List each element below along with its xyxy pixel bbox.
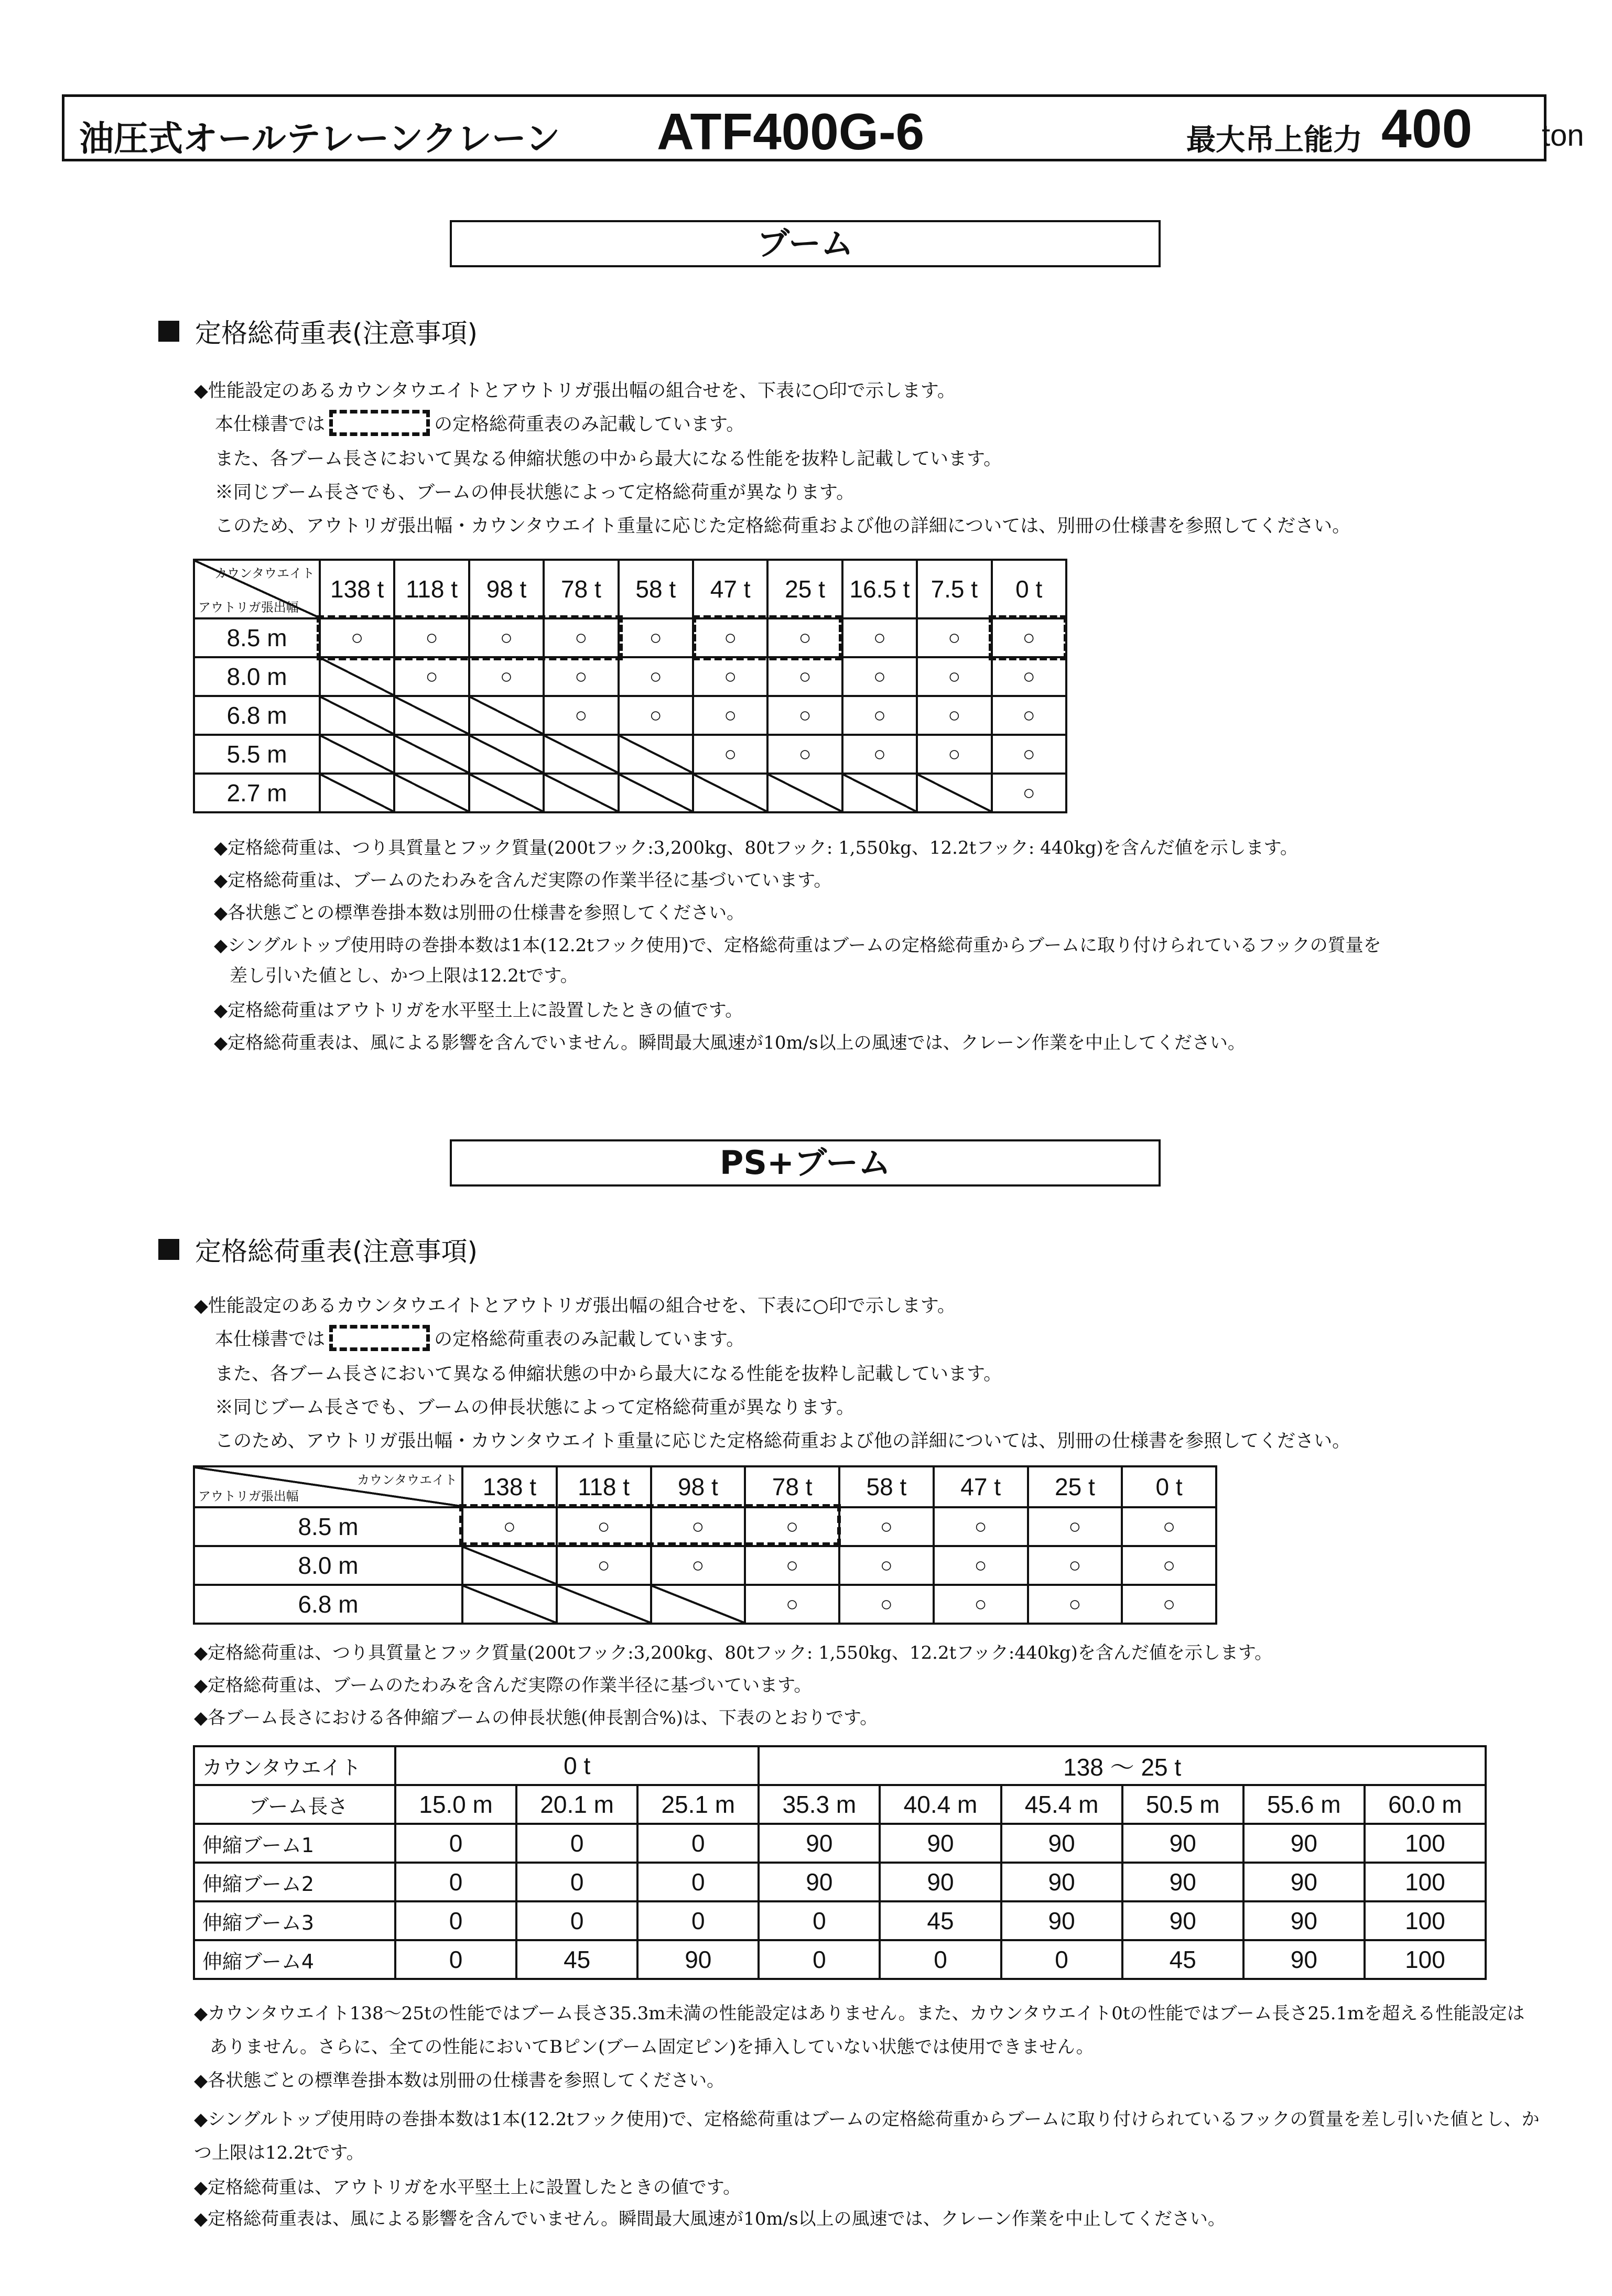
boom-table-row-label: 8.5 m bbox=[194, 618, 320, 657]
ext-boom-label: 伸縮ブーム3 bbox=[194, 1901, 395, 1940]
boom-table-col-header: 98 t bbox=[469, 560, 544, 618]
boom-table-header-row bbox=[194, 560, 1066, 618]
ps-intro-line bbox=[215, 1325, 744, 1351]
extension-table bbox=[193, 1745, 1487, 1980]
boom-table-available-cell: ○ bbox=[842, 735, 917, 774]
ps-table-row-label: 8.0 m bbox=[194, 1546, 462, 1585]
ps-table-available-cell: ○ bbox=[745, 1507, 839, 1546]
boom-table-available-cell: ○ bbox=[469, 618, 544, 657]
boom-table-available-cell: ○ bbox=[992, 696, 1066, 735]
ps-table-available-cell: ○ bbox=[934, 1546, 1028, 1585]
boom-intro-line: このため、アウトリガ張出幅・カウンタウエイト重量に応じた定格総荷重および他の詳細については、別冊の仕様書を参照してください。 bbox=[215, 516, 1351, 537]
boom-table-row-label: 2.7 m bbox=[194, 774, 320, 812]
ext-length-cell: 60.0 m bbox=[1365, 1785, 1486, 1824]
boom-note: ◆シングルトップ使用時の巻掛本数は1本(12.2tフック使用)で、定格総荷重はブームの定格総荷重からブームに取り付けられているフックの質量を bbox=[214, 935, 1381, 956]
ext-value-cell: 0 bbox=[395, 1824, 516, 1863]
boom-table-na-cell bbox=[619, 735, 693, 774]
boom-table-na-cell bbox=[394, 735, 469, 774]
ps-table-col-header: 58 t bbox=[839, 1466, 934, 1507]
boom-table-available-cell: ○ bbox=[544, 696, 618, 735]
ext-value-cell: 90 bbox=[1122, 1863, 1243, 1901]
boom-table-available-cell: ○ bbox=[767, 735, 842, 774]
boom-table-na-cell bbox=[394, 696, 469, 735]
boom-table-col-header: 78 t bbox=[544, 560, 618, 618]
ps-table-available-cell: ○ bbox=[934, 1585, 1028, 1624]
corner-outrigger-label: アウトリガ張出幅 bbox=[198, 1489, 299, 1504]
ext-cw-row bbox=[194, 1746, 1486, 1785]
dashed-frame-sample-icon bbox=[329, 1325, 430, 1351]
ext-length-cell: 55.6 m bbox=[1243, 1785, 1365, 1824]
ps-table-na-cell bbox=[462, 1546, 557, 1585]
header-model: ATF400G-6 bbox=[657, 103, 925, 160]
ps-boom-subheading bbox=[158, 1231, 478, 1268]
ext-length-row bbox=[194, 1785, 1486, 1824]
ext-value-cell: 0 bbox=[637, 1863, 759, 1901]
boom-table-na-cell bbox=[767, 774, 842, 812]
boom-table-col-header: 16.5 t bbox=[842, 560, 917, 618]
ext-value-cell: 0 bbox=[395, 1863, 516, 1901]
ps-note: ◆定格総荷重表は、風による影響を含んでいません。瞬間最大風速が10m/s以上の風速では、クレーン作業を中止してください。 bbox=[194, 2208, 1226, 2229]
boom-note: ◆各状態ごとの標準巻掛本数は別冊の仕様書を参照してください。 bbox=[214, 902, 745, 923]
ps-table-available-cell: ○ bbox=[839, 1507, 934, 1546]
corner-counterweight-label: カウンタウエイト bbox=[214, 566, 315, 581]
boom-table-col-header: 0 t bbox=[992, 560, 1066, 618]
boom-table-na-cell bbox=[320, 696, 394, 735]
boom-table-col-header: 58 t bbox=[619, 560, 693, 618]
ext-cw-group: 138 〜 25 t bbox=[759, 1746, 1486, 1785]
boom-table-na-cell bbox=[842, 774, 917, 812]
ext-value-cell: 90 bbox=[1001, 1901, 1122, 1940]
boom-note: ◆定格総荷重表は、風による影響を含んでいません。瞬間最大風速が10m/s以上の風速では、クレーン作業を中止してください。 bbox=[214, 1032, 1246, 1053]
boom-table-na-cell bbox=[544, 774, 618, 812]
ext-value-cell: 90 bbox=[1122, 1824, 1243, 1863]
ext-length-cell: 35.3 m bbox=[759, 1785, 880, 1824]
ext-cw-label: カウンタウエイト bbox=[194, 1746, 395, 1785]
ps-intro-line: ◆性能設定のあるカウンタウエイトとアウトリガ張出幅の組合せを、下表に○印で示します。 bbox=[194, 1296, 956, 1316]
boom-table-available-cell: ○ bbox=[767, 696, 842, 735]
ps-table-available-cell: ○ bbox=[462, 1507, 557, 1546]
boom-table-row bbox=[194, 657, 1066, 696]
boom-table-na-cell bbox=[469, 696, 544, 735]
ps-table-available-cell: ○ bbox=[651, 1546, 745, 1585]
boom-intro-line: また、各ブーム長さにおいて異なる伸縮状態の中から最大になる性能を抜粋し記載しています。 bbox=[215, 449, 1002, 470]
corner-outrigger-label: アウトリガ張出幅 bbox=[198, 600, 299, 615]
boom-table-available-cell: ○ bbox=[693, 696, 767, 735]
ps-table-col-header: 78 t bbox=[745, 1466, 839, 1507]
ext-value-cell: 90 bbox=[759, 1863, 880, 1901]
boom-note: ◆定格総荷重は、つり具質量とフック質量(200tフック:3,200kg、80tフック: 1,550kg、12.2tフック: 440kg)を含んだ値を示します。 bbox=[214, 837, 1298, 858]
ps-note: ありません。さらに、全ての性能においてBピン(ブーム固定ピン)を挿入していない状態では使用できません。 bbox=[210, 2037, 1094, 2058]
ext-length-label: ブーム長さ bbox=[194, 1785, 395, 1824]
ext-value-cell: 0 bbox=[516, 1901, 637, 1940]
boom-note: ◆定格総荷重はアウトリガを水平堅土上に設置したときの値です。 bbox=[214, 1000, 743, 1021]
boom-table-na-cell bbox=[469, 735, 544, 774]
ext-value-cell: 0 bbox=[395, 1901, 516, 1940]
ext-value-cell: 0 bbox=[759, 1940, 880, 1979]
ext-value-cell: 0 bbox=[1001, 1940, 1122, 1979]
boom-table-available-cell: ○ bbox=[619, 618, 693, 657]
header-box bbox=[62, 94, 1584, 161]
corner-counterweight-label: カウンタウエイト bbox=[356, 1473, 457, 1487]
boom-intro-text: の定格総荷重表のみ記載しています。 bbox=[434, 414, 745, 435]
ext-value-cell: 45 bbox=[880, 1901, 1001, 1940]
ps-table-available-cell: ○ bbox=[745, 1585, 839, 1624]
table-corner-cell bbox=[194, 560, 320, 618]
boom-table-na-cell bbox=[320, 657, 394, 696]
ext-value-cell: 90 bbox=[1243, 1863, 1365, 1901]
ext-value-cell: 0 bbox=[516, 1824, 637, 1863]
ps-table-available-cell: ○ bbox=[1122, 1546, 1216, 1585]
boom-table-na-cell bbox=[320, 735, 394, 774]
ps-table-row-label: 6.8 m bbox=[194, 1585, 462, 1624]
ext-length-cell: 15.0 m bbox=[395, 1785, 516, 1824]
ps-table-available-cell: ○ bbox=[839, 1585, 934, 1624]
ext-value-cell: 0 bbox=[880, 1940, 1001, 1979]
boom-table-available-cell: ○ bbox=[917, 696, 991, 735]
boom-note: 差し引いた値とし、かつ上限は12.2tです。 bbox=[230, 965, 578, 986]
boom-intro-line bbox=[215, 410, 744, 436]
square-bullet-icon bbox=[158, 1239, 179, 1260]
dashed-frame-sample-icon bbox=[329, 410, 430, 436]
boom-table-na-cell bbox=[394, 774, 469, 812]
ps-table-na-cell bbox=[651, 1585, 745, 1624]
boom-table-available-cell: ○ bbox=[992, 774, 1066, 812]
ext-boom-label: 伸縮ブーム1 bbox=[194, 1824, 395, 1863]
boom-table-col-header: 47 t bbox=[693, 560, 767, 618]
boom-intro-text: 本仕様書では bbox=[215, 414, 326, 435]
ext-boom-row bbox=[194, 1824, 1486, 1863]
ps-note: ◆シングルトップ使用時の巻掛本数は1本(12.2tフック使用)で、定格総荷重はブームの定格総荷重からブームに取り付けられているフックの質量を差し引いた値とし、か bbox=[194, 2109, 1540, 2130]
ext-length-cell: 25.1 m bbox=[637, 1785, 759, 1824]
header-capacity-value: 400 bbox=[1381, 99, 1473, 159]
boom-table-available-cell: ○ bbox=[992, 618, 1066, 657]
ext-value-cell: 100 bbox=[1365, 1901, 1486, 1940]
boom-table-available-cell: ○ bbox=[842, 696, 917, 735]
ps-table-col-header: 118 t bbox=[557, 1466, 651, 1507]
boom-config-table bbox=[193, 559, 1067, 813]
ps-intro-line: ※同じブーム長さでも、ブームの伸長状態によって定格総荷重が異なります。 bbox=[215, 1397, 855, 1418]
boom-table-available-cell: ○ bbox=[992, 735, 1066, 774]
ext-value-cell: 0 bbox=[395, 1940, 516, 1979]
ext-boom-row bbox=[194, 1863, 1486, 1901]
ps-note: ◆各ブーム長さにおける各伸縮ブームの伸長状態(伸長割合%)は、下表のとおりです。 bbox=[194, 1707, 878, 1728]
ps-table-col-header: 47 t bbox=[934, 1466, 1028, 1507]
ps-table-row bbox=[194, 1546, 1216, 1585]
ps-note: ◆各状態ごとの標準巻掛本数は別冊の仕様書を参照してください。 bbox=[194, 2070, 725, 2091]
boom-table-col-header: 7.5 t bbox=[917, 560, 991, 618]
ps-table-col-header: 98 t bbox=[651, 1466, 745, 1507]
ext-value-cell: 90 bbox=[1001, 1824, 1122, 1863]
boom-table-na-cell bbox=[693, 774, 767, 812]
boom-table-col-header: 118 t bbox=[394, 560, 469, 618]
ps-table-available-cell: ○ bbox=[745, 1546, 839, 1585]
ps-note: ◆定格総荷重は、アウトリガを水平堅土上に設置したときの値です。 bbox=[194, 2177, 741, 2198]
ps-table-col-header: 138 t bbox=[462, 1466, 557, 1507]
boom-table-available-cell: ○ bbox=[842, 657, 917, 696]
boom-table-available-cell: ○ bbox=[693, 618, 767, 657]
ext-value-cell: 0 bbox=[637, 1901, 759, 1940]
boom-table-available-cell: ○ bbox=[394, 618, 469, 657]
boom-table-available-cell: ○ bbox=[320, 618, 394, 657]
ps-intro-text: 本仕様書では bbox=[215, 1329, 326, 1350]
boom-table-available-cell: ○ bbox=[469, 657, 544, 696]
ext-value-cell: 90 bbox=[759, 1824, 880, 1863]
ps-boom-subheading-text: 定格総荷重表(注意事項) bbox=[195, 1236, 478, 1267]
boom-table-available-cell: ○ bbox=[917, 618, 991, 657]
boom-table-row bbox=[194, 774, 1066, 812]
ps-table-row bbox=[194, 1585, 1216, 1624]
boom-table-na-cell bbox=[320, 774, 394, 812]
ps-table-available-cell: ○ bbox=[1028, 1585, 1122, 1624]
square-bullet-icon bbox=[158, 321, 179, 342]
boom-table-available-cell: ○ bbox=[842, 618, 917, 657]
ext-length-cell: 45.4 m bbox=[1001, 1785, 1122, 1824]
ps-table-row bbox=[194, 1507, 1216, 1546]
boom-table-col-header: 138 t bbox=[320, 560, 394, 618]
boom-table-na-cell bbox=[619, 774, 693, 812]
boom-table-na-cell bbox=[917, 774, 991, 812]
ps-intro-line: このため、アウトリガ張出幅・カウンタウエイト重量に応じた定格総荷重および他の詳細については、別冊の仕様書を参照してください。 bbox=[215, 1431, 1351, 1452]
ext-value-cell: 90 bbox=[1243, 1824, 1365, 1863]
ext-boom-row bbox=[194, 1901, 1486, 1940]
boom-table-available-cell: ○ bbox=[619, 657, 693, 696]
ps-table-available-cell: ○ bbox=[557, 1546, 651, 1585]
ext-value-cell: 90 bbox=[1243, 1901, 1365, 1940]
ext-value-cell: 90 bbox=[880, 1863, 1001, 1901]
header-capacity-unit: ton bbox=[1542, 118, 1584, 153]
ext-value-cell: 45 bbox=[516, 1940, 637, 1979]
ext-value-cell: 90 bbox=[637, 1940, 759, 1979]
ps-note: ◆定格総荷重は、ブームのたわみを含んだ実際の作業半径に基づいています。 bbox=[194, 1675, 812, 1696]
ps-table-na-cell bbox=[557, 1585, 651, 1624]
boom-table-row-label: 5.5 m bbox=[194, 735, 320, 774]
ps-config-table bbox=[193, 1465, 1217, 1625]
boom-table-row bbox=[194, 618, 1066, 657]
ps-table-row-label: 8.5 m bbox=[194, 1507, 462, 1546]
ext-value-cell: 90 bbox=[1001, 1863, 1122, 1901]
ps-intro-text: の定格総荷重表のみ記載しています。 bbox=[434, 1329, 745, 1350]
header-title: 油圧式オールテレーンクレーン bbox=[79, 118, 560, 159]
ps-table-available-cell: ○ bbox=[934, 1507, 1028, 1546]
boom-note: ◆定格総荷重は、ブームのたわみを含んだ実際の作業半径に基づいています。 bbox=[214, 870, 832, 891]
boom-table-available-cell: ○ bbox=[693, 657, 767, 696]
ext-value-cell: 45 bbox=[1122, 1940, 1243, 1979]
header-capacity-label: 最大吊上能力 bbox=[1186, 123, 1362, 157]
ext-value-cell: 0 bbox=[759, 1901, 880, 1940]
boom-table-available-cell: ○ bbox=[544, 657, 618, 696]
boom-table-na-cell bbox=[544, 735, 618, 774]
boom-table-na-cell bbox=[469, 774, 544, 812]
ext-value-cell: 100 bbox=[1365, 1863, 1486, 1901]
ps-table-available-cell: ○ bbox=[1028, 1546, 1122, 1585]
ps-note: ◆カウンタウエイト138〜25tの性能ではブーム長さ35.3m未満の性能設定はありません。また、カウンタウエイト0tの性能ではブーム長さ25.1mを超える性能設定は bbox=[194, 2003, 1525, 2024]
ext-boom-row bbox=[194, 1940, 1486, 1979]
ps-intro-line: また、各ブーム長さにおいて異なる伸縮状態の中から最大になる性能を抜粋し記載しています。 bbox=[215, 1364, 1002, 1385]
table-corner-cell bbox=[194, 1466, 462, 1507]
ps-table-header-row bbox=[194, 1466, 1216, 1507]
ext-boom-label: 伸縮ブーム4 bbox=[194, 1940, 395, 1979]
boom-table-available-cell: ○ bbox=[992, 657, 1066, 696]
boom-table-row-label: 6.8 m bbox=[194, 696, 320, 735]
ext-value-cell: 100 bbox=[1365, 1824, 1486, 1863]
boom-subheading-text: 定格総荷重表(注意事項) bbox=[195, 318, 478, 349]
boom-table-available-cell: ○ bbox=[767, 618, 842, 657]
ext-value-cell: 90 bbox=[1243, 1940, 1365, 1979]
boom-table-row bbox=[194, 735, 1066, 774]
ext-boom-label: 伸縮ブーム2 bbox=[194, 1863, 395, 1901]
ext-length-cell: 20.1 m bbox=[516, 1785, 637, 1824]
boom-table-available-cell: ○ bbox=[767, 657, 842, 696]
boom-table-col-header: 25 t bbox=[767, 560, 842, 618]
boom-table-available-cell: ○ bbox=[917, 657, 991, 696]
ext-value-cell: 100 bbox=[1365, 1940, 1486, 1979]
boom-table-available-cell: ○ bbox=[394, 657, 469, 696]
boom-table-available-cell: ○ bbox=[917, 735, 991, 774]
ps-table-col-header: 25 t bbox=[1028, 1466, 1122, 1507]
boom-subheading bbox=[158, 312, 478, 350]
boom-intro-line: ※同じブーム長さでも、ブームの伸長状態によって定格総荷重が異なります。 bbox=[215, 482, 855, 503]
ext-length-cell: 40.4 m bbox=[880, 1785, 1001, 1824]
ps-boom-section-title: PS+ブーム bbox=[450, 1139, 1161, 1187]
ps-table-available-cell: ○ bbox=[651, 1507, 745, 1546]
ext-value-cell: 0 bbox=[516, 1863, 637, 1901]
ps-table-available-cell: ○ bbox=[557, 1507, 651, 1546]
boom-table-row bbox=[194, 696, 1066, 735]
boom-table-available-cell: ○ bbox=[544, 618, 618, 657]
boom-section-title: ブーム bbox=[450, 220, 1161, 267]
ext-value-cell: 0 bbox=[637, 1824, 759, 1863]
ext-value-cell: 90 bbox=[880, 1824, 1001, 1863]
ps-table-available-cell: ○ bbox=[839, 1546, 934, 1585]
boom-intro-line: ◆性能設定のあるカウンタウエイトとアウトリガ張出幅の組合せを、下表に○印で示します。 bbox=[194, 380, 956, 401]
ps-table-available-cell: ○ bbox=[1122, 1585, 1216, 1624]
boom-table-available-cell: ○ bbox=[619, 696, 693, 735]
ps-table-available-cell: ○ bbox=[1122, 1507, 1216, 1546]
ext-length-cell: 50.5 m bbox=[1122, 1785, 1243, 1824]
ps-table-available-cell: ○ bbox=[1028, 1507, 1122, 1546]
ps-table-col-header: 0 t bbox=[1122, 1466, 1216, 1507]
ext-value-cell: 90 bbox=[1122, 1901, 1243, 1940]
ps-note: つ上限は12.2tです。 bbox=[194, 2142, 364, 2163]
ps-table-na-cell bbox=[462, 1585, 557, 1624]
boom-table-row-label: 8.0 m bbox=[194, 657, 320, 696]
boom-table-available-cell: ○ bbox=[693, 735, 767, 774]
ps-note: ◆定格総荷重は、つり具質量とフック質量(200tフック:3,200kg、80tフック: 1,550kg、12.2tフック:440kg)を含んだ値を示します。 bbox=[194, 1642, 1273, 1663]
ext-cw-group: 0 t bbox=[395, 1746, 759, 1785]
